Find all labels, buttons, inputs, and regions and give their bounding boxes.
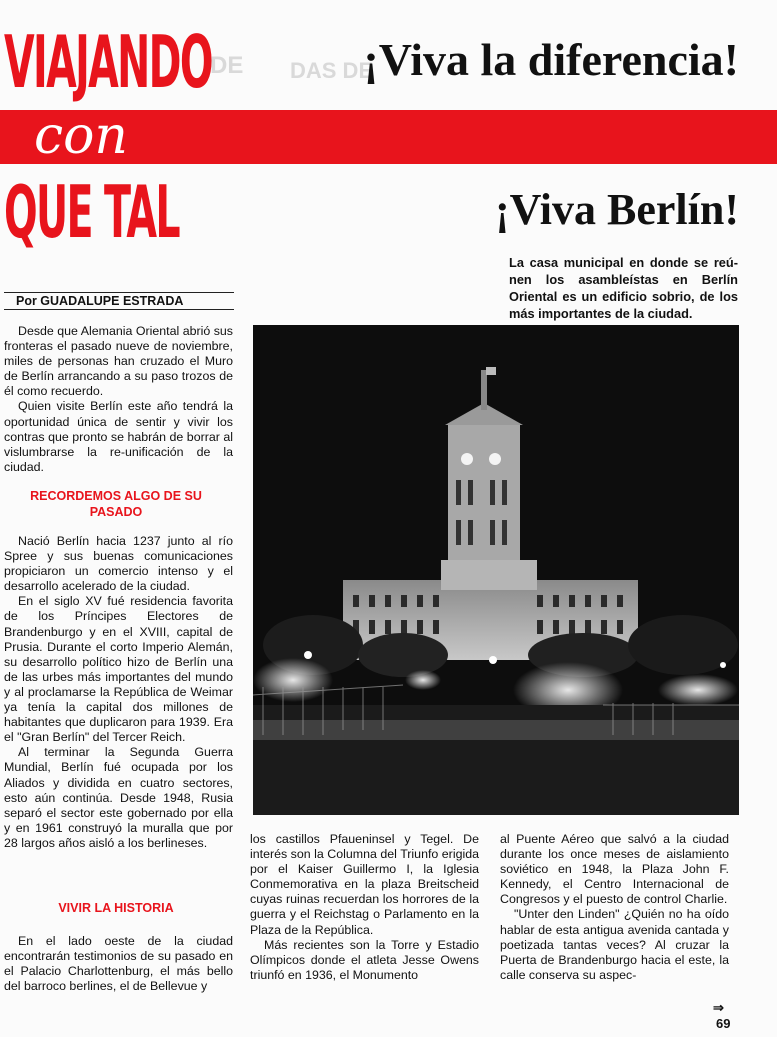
column-3 xyxy=(500,832,729,983)
subheading-pasado: RECORDEMOS ALGO DE SU PASADO xyxy=(30,489,202,519)
column-1-top xyxy=(4,324,233,475)
paragraph: "Unter den Linden" ¿Quién no ha oído hablar de esta antigua avenida cantada y poetizada tantas veces? Al cruzar la Puerta de Brandenburgo hacia el este, la calle conserva su aspec- xyxy=(500,907,729,982)
subheading-vivir-historia: VIVIR LA HISTORIA xyxy=(58,901,174,915)
paragraph: Nació Berlín hacia 1237 junto al río Spree y sus buenas comunicaciones propiciaron un comercio intenso y el desarrollo acelerado de la ciudad. xyxy=(4,534,233,594)
continue-arrow-icon: ⇒ xyxy=(713,1000,724,1015)
column-2 xyxy=(250,832,479,983)
headline-main: ¡Viva la diferencia! xyxy=(363,34,739,85)
paragraph: Al terminar la Segunda Guerra Mundial, Berlín fué ocupada por los Aliados y dividida en cuatro sectores, esto aún continúa. Desde 1948, Rusia separó el sector este gobernado por ella y en 1961 construyó la muralla que por 28 largos años aisló a los berlineses. xyxy=(4,745,233,850)
paragraph: los castillos Pfaueninsel y Tegel. De interés son la Columna del Triunfo erigida por el Kaiser Guillermo I, la Iglesia Conmemorativa en la plaza Breitscheid cuyas ruinas recuerdan los horrores de la guerra y el Reichstag o Parlamento en la Plaza de la República. xyxy=(250,832,479,937)
column-1-middle xyxy=(4,534,233,851)
show-through-text: DE xyxy=(210,52,244,79)
berlin-city-hall-photo xyxy=(253,325,739,815)
logo-que-tal: QUE TAL xyxy=(4,170,179,254)
paragraph: Desde que Alemania Oriental abrió sus fronteras el pasado nueve de noviembre, miles de personas han cruzado el Muro de Berlín arrancando a su paso trozos de él como recuerdo. xyxy=(4,324,233,399)
logo-viajando: VIAJANDO xyxy=(4,20,212,104)
logo-con: con xyxy=(34,106,128,166)
column-1-bottom xyxy=(4,934,233,994)
paragraph: Más recientes son la Torre y Estadio Olímpicos donde el atleta Jesse Owens triunfó en 1936, el Monumento xyxy=(250,937,479,982)
city-hall-illustration xyxy=(253,325,739,815)
show-through-text: DAS DE xyxy=(290,58,374,83)
photo-caption: La casa municipal en donde se reú-nen los asambleístas en Berlín Oriental es un edificio sobrio, de los más importantes de la ciudad. xyxy=(509,255,738,321)
page-number: 69 xyxy=(716,1016,731,1031)
paragraph: En el siglo XV fué residencia favorita de los Príncipes Electores de Brandenburgo y en el XVIII, capital de Prusia. Durante el corto Imperio Alemán, su desarrollo político hizo de Berlín una de las urbes más importantes del mundo y al proclamarse la República de Weimar ya tenía la capital dos millones de habitantes que duplicaron para 1939. Era el "Gran Berlín" del Tercer Reich. xyxy=(4,594,233,745)
paragraph: Quien visite Berlín este año tendrá la oportunidad única de sentir y vivir los contras que pronto se habrán de borrar al vislumbrarse la re-unificación de la ciudad. xyxy=(4,399,233,474)
paragraph: al Puente Aéreo que salvó a la ciudad durante los once meses de aislamiento soviético en 1948, la Plaza John F. Kennedy, el Centro Internacional de Congresos y el puesto de control Charlie. xyxy=(500,832,729,907)
byline: Por GUADALUPE ESTRADA xyxy=(4,292,234,310)
headline-sub: ¡Viva Berlín! xyxy=(495,185,739,234)
paragraph: En el lado oeste de la ciudad encontrarán testimonios de su pasado en el Palacio Charlottenburg, el más bello del barroco berlines, el de Bellevue y xyxy=(4,934,233,994)
